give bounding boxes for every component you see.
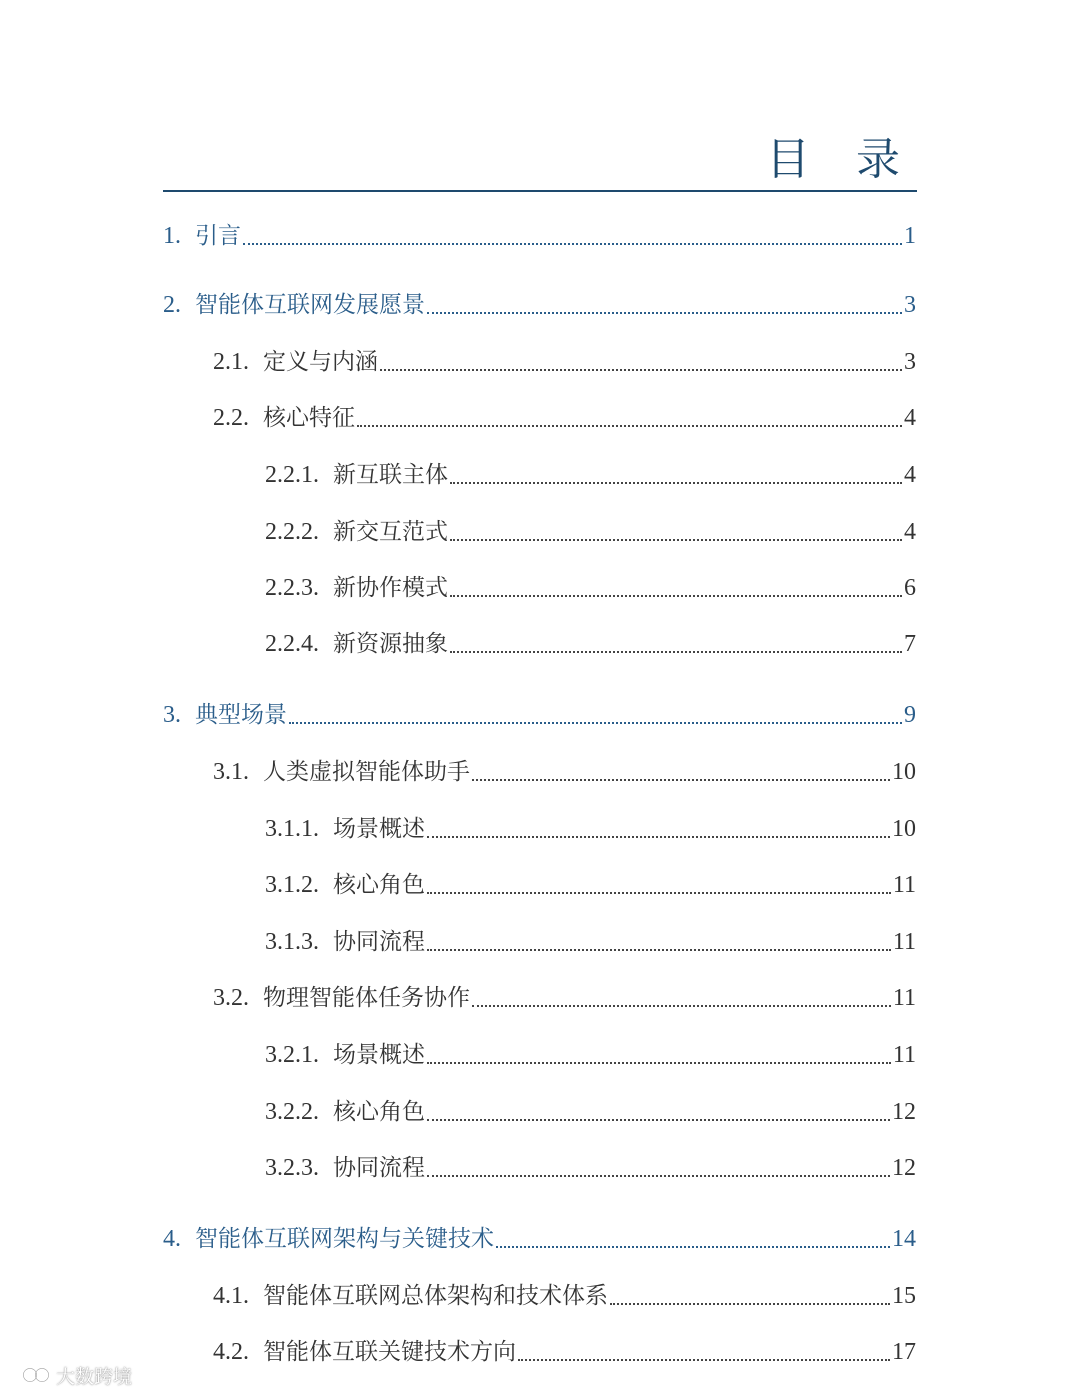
toc-entry[interactable] xyxy=(265,627,916,661)
toc-entry-label: 新交互范式 xyxy=(333,519,448,545)
toc-entry-label: 定义与内涵 xyxy=(263,349,378,375)
toc-entry-number: 3.2. xyxy=(213,985,249,1011)
toc-entry[interactable] xyxy=(213,1335,916,1369)
toc-entry-number: 2.2.3. xyxy=(265,575,319,601)
toc-entry[interactable] xyxy=(213,401,916,435)
dot-leader xyxy=(450,482,902,484)
toc-entry-number: 2.1. xyxy=(213,349,249,375)
toc-entry-label: 智能体互联网总体架构和技术体系 xyxy=(263,1283,608,1309)
toc-entry-label: 新互联主体 xyxy=(333,462,448,488)
toc-entry[interactable] xyxy=(265,515,916,549)
toc-entry-number: 2.2.1. xyxy=(265,462,319,488)
toc-entry-label: 核心特征 xyxy=(263,405,355,431)
toc-entry-page: 11 xyxy=(892,929,916,955)
toc-entry-number: 3.2.3. xyxy=(265,1155,319,1181)
dot-leader xyxy=(450,539,902,541)
dot-leader xyxy=(380,369,902,371)
toc-entry-label: 新资源抽象 xyxy=(333,631,448,657)
dot-leader xyxy=(427,312,902,314)
dot-leader xyxy=(427,1062,891,1064)
toc-entry-page: 14 xyxy=(892,1226,916,1252)
toc-entry[interactable] xyxy=(265,812,916,846)
toc-entry-label: 新协作模式 xyxy=(333,575,448,601)
toc-entry-number: 3.2.2. xyxy=(265,1099,319,1125)
toc-entry-page: 11 xyxy=(892,872,916,898)
toc-entry-label: 智能体互联网架构与关键技术 xyxy=(195,1226,494,1252)
toc-entry[interactable] xyxy=(163,698,916,732)
toc-entry-page: 15 xyxy=(892,1283,916,1309)
toc-entry-page: 7 xyxy=(904,631,916,657)
toc-entry-page: 17 xyxy=(892,1339,916,1365)
toc-entry-number: 3. xyxy=(163,702,181,728)
toc-entry[interactable] xyxy=(265,1095,916,1129)
dot-leader xyxy=(427,836,890,838)
dot-leader xyxy=(472,1005,891,1007)
dot-leader xyxy=(243,243,902,245)
dot-leader xyxy=(427,949,891,951)
toc-entry[interactable] xyxy=(213,981,916,1015)
toc-entry[interactable] xyxy=(265,458,916,492)
toc-entry[interactable] xyxy=(265,925,916,959)
toc-entry-page: 11 xyxy=(892,985,916,1011)
toc-entry[interactable] xyxy=(213,755,916,789)
toc-entry-label: 智能体互联网发展愿景 xyxy=(195,292,425,318)
toc-entry-page: 4 xyxy=(904,405,916,431)
toc-entry-number: 2.2.4. xyxy=(265,631,319,657)
toc-entry-page: 4 xyxy=(904,462,916,488)
toc-entry-number: 1. xyxy=(163,223,181,249)
dot-leader xyxy=(450,595,902,597)
toc-entry-page: 9 xyxy=(904,702,916,728)
toc-entry-page: 12 xyxy=(892,1155,916,1181)
toc-entry-page: 4 xyxy=(904,519,916,545)
toc-entry-label: 核心角色 xyxy=(333,872,425,898)
toc-entry[interactable] xyxy=(213,1279,916,1313)
toc-entry[interactable] xyxy=(213,345,916,379)
toc-entry-page: 11 xyxy=(892,1042,916,1068)
dot-leader xyxy=(518,1359,890,1361)
toc-entry-page: 3 xyxy=(904,349,916,375)
watermark xyxy=(22,1362,132,1388)
dot-leader xyxy=(357,425,902,427)
toc-entry[interactable] xyxy=(163,288,916,322)
toc-entry-label: 协同流程 xyxy=(333,929,425,955)
toc-entry-number: 4.2. xyxy=(213,1339,249,1365)
dot-leader xyxy=(289,722,902,724)
toc-entry-number: 3.1.3. xyxy=(265,929,319,955)
toc-entry[interactable] xyxy=(265,571,916,605)
toc-entry-number: 4. xyxy=(163,1226,181,1252)
dot-leader xyxy=(427,1119,890,1121)
toc-entry-page: 1 xyxy=(904,223,916,249)
toc-entry-number: 2. xyxy=(163,292,181,318)
toc-entry-number: 3.2.1. xyxy=(265,1042,319,1068)
toc-entry[interactable] xyxy=(163,1222,916,1256)
toc-entry-number: 2.2.2. xyxy=(265,519,319,545)
toc-entry-number: 3.1.1. xyxy=(265,816,319,842)
toc-entry-label: 场景概述 xyxy=(333,816,425,842)
dot-leader xyxy=(496,1246,890,1248)
toc-entry-number: 3.1. xyxy=(213,759,249,785)
toc-entry-number: 3.1.2. xyxy=(265,872,319,898)
toc-entry[interactable] xyxy=(163,219,916,253)
toc-entry-label: 物理智能体任务协作 xyxy=(263,985,470,1011)
toc-entry-page: 10 xyxy=(892,759,916,785)
toc-entry-label: 核心角色 xyxy=(333,1099,425,1125)
toc-entry[interactable] xyxy=(265,1151,916,1185)
dot-leader xyxy=(472,779,890,781)
toc-entry-label: 引言 xyxy=(195,223,241,249)
toc-entry-page: 6 xyxy=(904,575,916,601)
toc-entry-page: 10 xyxy=(892,816,916,842)
toc-entry-label: 场景概述 xyxy=(333,1042,425,1068)
dot-leader xyxy=(427,892,891,894)
dot-leader xyxy=(427,1175,890,1177)
toc-entry-number: 2.2. xyxy=(213,405,249,431)
toc-entry-number: 4.1. xyxy=(213,1283,249,1309)
toc-entry[interactable] xyxy=(265,1038,916,1072)
toc-entry-label: 人类虚拟智能体助手 xyxy=(263,759,470,785)
watermark-text: 大数跨境 xyxy=(56,1365,133,1388)
toc-entry-label: 协同流程 xyxy=(333,1155,425,1181)
toc-entry-page: 12 xyxy=(892,1099,916,1125)
toc-title: 目 录 xyxy=(766,134,916,185)
toc-entry-label: 典型场景 xyxy=(195,702,287,728)
toc-entry-label: 智能体互联关键技术方向 xyxy=(263,1339,516,1365)
dot-leader xyxy=(450,651,902,653)
watermark-logo-icon xyxy=(22,1364,52,1386)
dot-leader xyxy=(610,1303,890,1305)
toc-entry[interactable] xyxy=(265,868,916,902)
toc-entry-page: 3 xyxy=(904,292,916,318)
